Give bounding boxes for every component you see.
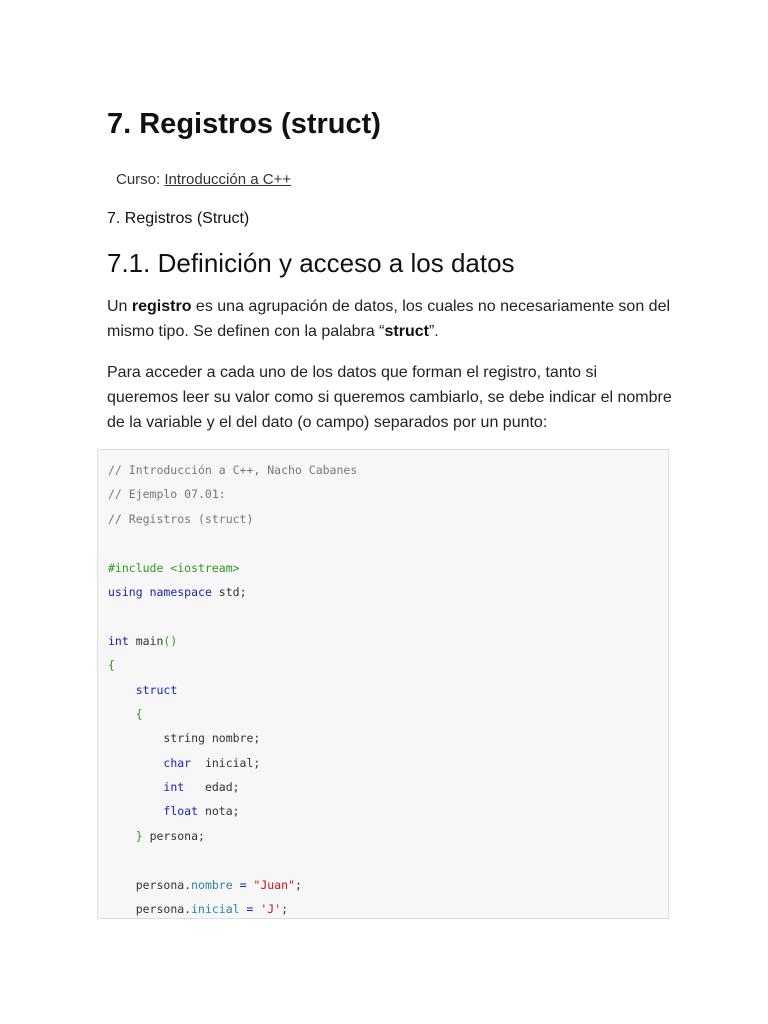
- code-line: [108, 824, 668, 848]
- course-label: Curso:: [116, 171, 165, 188]
- code-keyword: float: [163, 804, 199, 819]
- code-comment: // Ejemplo 07.01:: [108, 487, 226, 502]
- code-identifier: std;: [211, 584, 247, 599]
- code-line: [108, 702, 668, 726]
- code-member: inicial: [191, 902, 240, 917]
- code-punctuation: (): [163, 633, 178, 648]
- code-identifier: inicial;: [191, 755, 261, 770]
- code-line: [108, 482, 668, 506]
- code-line-blank: [108, 848, 668, 872]
- code-line: [108, 775, 668, 799]
- code-identifier: persona.: [135, 877, 192, 892]
- code-line: [108, 799, 668, 823]
- paragraph-1-text-b: es una agrupación de datos, los cuales no necesariamente son del mismo tipo. Se definen con la palabra “: [107, 298, 671, 340]
- code-line: [108, 580, 668, 604]
- code-keyword: int: [108, 633, 129, 648]
- code-line: [108, 897, 668, 921]
- course-link[interactable]: Introducción a C++: [164, 171, 292, 188]
- code-punctuation: ;: [281, 902, 289, 917]
- code-keyword: namespace: [149, 584, 212, 599]
- code-line: [108, 556, 668, 580]
- code-keyword: char: [163, 755, 192, 770]
- code-identifier: edad;: [184, 780, 240, 795]
- code-string: 'J': [260, 902, 282, 917]
- section-title: 7.1. Definición y acceso a los datos: [107, 248, 515, 278]
- code-line: [108, 873, 668, 897]
- code-block: [97, 449, 669, 919]
- code-line: [108, 653, 668, 677]
- code-keyword: int: [163, 780, 185, 795]
- code-line: [108, 726, 668, 750]
- paragraph-1: [107, 294, 672, 344]
- code-punctuation: ;: [294, 877, 302, 892]
- paragraph-1-text-a: Un: [107, 298, 132, 315]
- code-operator: =: [232, 877, 254, 892]
- code-line-blank: [108, 604, 668, 628]
- page-title: 7. Registros (struct): [107, 108, 381, 140]
- code-identifier: main: [128, 633, 164, 648]
- code-identifier: nota;: [198, 804, 240, 819]
- code-line: [108, 678, 668, 702]
- code-line: [108, 751, 668, 775]
- code-identifier: persona.: [135, 902, 192, 917]
- code-keyword: using: [108, 584, 143, 599]
- code-line: [108, 629, 668, 653]
- code-include: #include <iostream>: [108, 560, 240, 575]
- chapter-subheading: 7. Registros (Struct): [107, 210, 250, 227]
- code-line: [108, 458, 668, 482]
- code-comment: // Introducción a C++, Nacho Cabanes: [108, 463, 358, 477]
- code-keyword: struct: [135, 682, 178, 697]
- course-line: [116, 171, 291, 188]
- code-operator: =: [239, 902, 261, 917]
- code-member: nombre: [191, 877, 233, 892]
- code-string: "Juan": [253, 877, 295, 892]
- paragraph-2: Para acceder a cada uno de los datos que forman el registro, tanto si queremos leer su valor como si queremos cambiarlo, se debe indicar el nombre de la variable y el del dato (o campo) separados por un punto:: [107, 364, 672, 431]
- code-punctuation: }: [135, 828, 143, 843]
- paragraph-1-bold-struct: struct: [384, 323, 429, 340]
- code-line-blank: [108, 531, 668, 555]
- paragraph-1-bold-registro: registro: [131, 298, 192, 315]
- code-line: [108, 507, 668, 531]
- paragraph-1-text-c: ”.: [428, 323, 439, 340]
- code-identifier: string nombre;: [163, 731, 261, 746]
- code-punctuation: {: [108, 658, 115, 673]
- code-identifier: persona;: [142, 828, 205, 843]
- code-punctuation: {: [135, 706, 143, 721]
- code-comment: // Registros (struct): [108, 511, 254, 526]
